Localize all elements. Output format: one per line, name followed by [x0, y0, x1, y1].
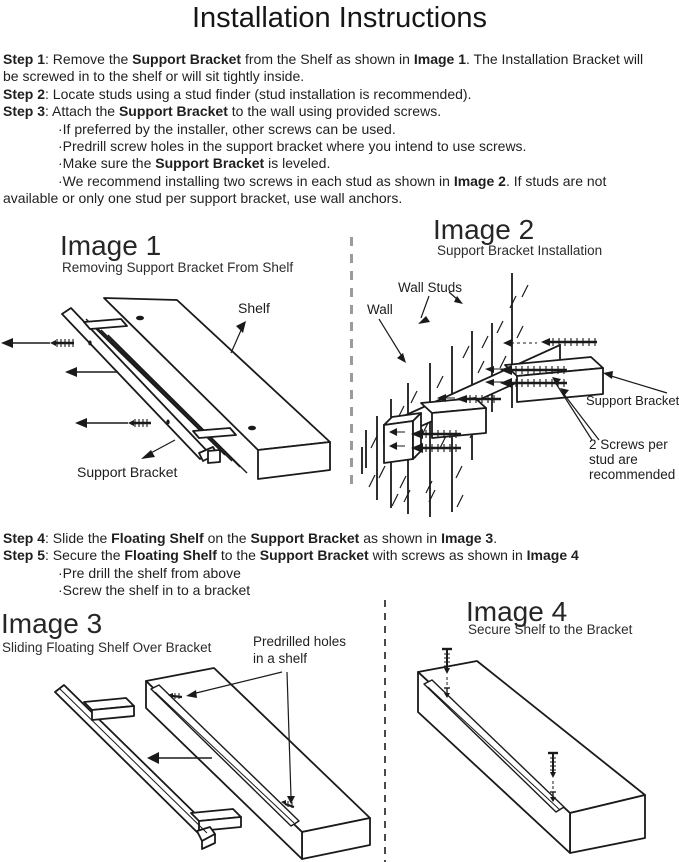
figure-4-subtitle: Secure Shelf to the Bracket	[468, 622, 633, 637]
step-4: Step 4: Slide the Floating Shelf on the Support Bracket as shown in Image 3.	[3, 530, 498, 546]
figure-3-diagram	[0, 655, 390, 862]
figure-4-diagram	[400, 645, 679, 862]
predrilled-holes-label: Predrilled holes in a shelf	[253, 634, 347, 666]
step-5-bullet-1: ·Pre drill the shelf from above	[58, 564, 241, 581]
figures-3-4-divider	[384, 600, 386, 862]
screw-icon	[50, 339, 74, 347]
step-1: Step 1: Remove the Support Bracket from the Shelf as shown in Image 1. The Installation Bracket will be screwed in to the shelf or will sit tightly inside.	[3, 51, 644, 85]
screws-note-line-1: 2 Screws per	[589, 437, 668, 452]
figures-1-2-divider	[350, 237, 353, 487]
figure-2-diagram	[359, 262, 679, 520]
figure-3-subtitle: Sliding Floating Shelf Over Bracket	[2, 640, 212, 655]
step-3-bullet-1: ·If preferred by the installer, other screws can be used.	[58, 120, 396, 137]
bracket-end-box	[384, 413, 421, 463]
figure-1-subtitle: Removing Support Bracket From Shelf	[62, 260, 294, 275]
support-bracket-label: Support Bracket	[77, 464, 178, 480]
page-title: Installation Instructions	[192, 2, 487, 34]
wall-label: Wall	[367, 302, 393, 317]
figure-1-heading: Image 1	[60, 230, 162, 261]
step-3-bullet-3: ·Make sure the Support Bracket is leveled.	[58, 155, 331, 172]
step-2: Step 2: Locate studs using a stud finder (stud installation is recommended).	[3, 85, 472, 102]
screw-icon	[128, 419, 151, 427]
screws-note-line-3: recommended	[589, 467, 676, 482]
figure-3-heading: Image 3	[1, 608, 103, 639]
support-bracket-label: Support Bracket	[586, 393, 679, 408]
step-5: Step 5: Secure the Floating Shelf to the Support Bracket with screws as shown in Image 4	[3, 547, 579, 564]
screw-icon	[503, 338, 597, 347]
step-3: Step 3: Attach the Support Bracket to the wall using provided screws.	[3, 103, 442, 120]
screws-note-line-2: stud are	[589, 452, 638, 467]
step-3-bullet-4: ·We recommend installing two screws in each stud as shown in Image 2. If studs are not available or only one stud per support bracket, use wall anchors.	[3, 172, 607, 207]
figure-1-diagram	[0, 283, 345, 520]
steps-4-to-5	[3, 530, 677, 600]
figure-2-subtitle: Support Bracket Installation	[437, 243, 603, 258]
steps-1-to-3	[3, 51, 677, 208]
wall-studs-label: Wall Studs	[398, 280, 463, 295]
figure-4-heading: Image 4	[466, 596, 568, 627]
step-5-bullet-2: ·Screw the shelf in to a bracket	[58, 582, 251, 599]
floating-shelf-shape	[418, 661, 645, 853]
step-3-bullet-2: ·Predrill screw holes in the support bracket where you intend to use screws.	[58, 138, 527, 155]
figure-2-heading: Image 2	[433, 214, 535, 245]
shelf-label: Shelf	[238, 300, 270, 316]
